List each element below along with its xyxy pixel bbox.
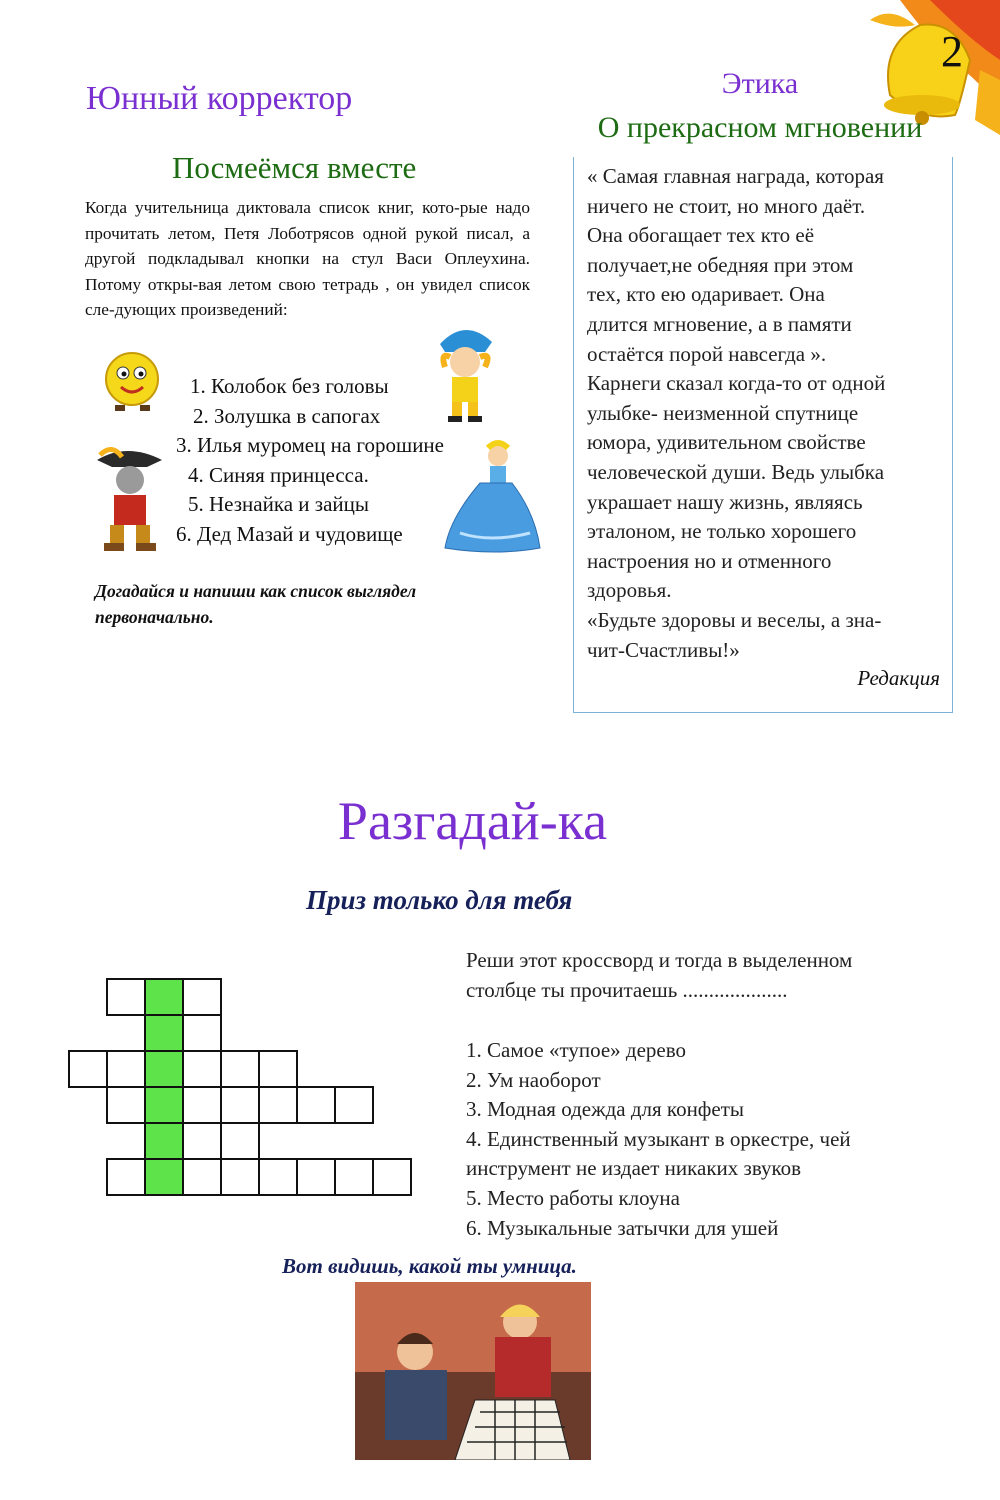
book-item: 5. Незнайка и зайцы [188,492,369,516]
crossword-cell-highlighted[interactable] [144,1014,184,1052]
page-number: 2 [941,27,963,76]
crossword-players-illustration [355,1282,591,1460]
crossword-cell-highlighted[interactable] [144,1122,184,1160]
crossword-board-icon [455,1400,570,1460]
prize-subtitle: Приз только для тебя [306,885,573,915]
ethics-line: украшает нашу жизнь, являясь [587,489,863,514]
clue-item: инструмент не издает никаких звуков [466,1156,802,1181]
puzzle-title: Разгадай-ка [337,791,608,851]
ethics-line: Она обогащает тех кто её [587,223,815,248]
ethics-line: длится мгновение, а в памяти [587,311,852,336]
ethics-line: « Самая главная награда, которая [587,164,884,188]
crossword-cell[interactable] [258,1086,298,1124]
editorial-signature: Редакция [857,666,940,690]
crossword-instructions [466,946,946,1005]
book-item: 3. Илья муромец на горошине [176,433,444,457]
crossword-cell[interactable] [258,1158,298,1196]
instruction-line: столбце ты прочитаешь .................... [466,977,788,1002]
crossword-cell[interactable] [182,978,222,1016]
task-instruction: Догадайся и напиши как список выглядел первоначально. [95,581,417,627]
ethics-paragraph [587,162,947,665]
crossword-cell-highlighted[interactable] [144,1050,184,1088]
crossword-cell-highlighted[interactable] [144,1158,184,1196]
intro-paragraph: Когда учительница диктовала список книг, кото-рые надо прочитать летом, Петя Лоботрясов одной рукой писал, а другой подкладывал кнопки на стул Васи Оплеухина. Потому откры-вая летом свою тетрадь , он увидел список сле-дующих произведений: [85,198,530,319]
ethics-heading [570,62,950,150]
crossword-cell[interactable] [182,1014,222,1052]
clue-item: 3. Модная одежда для конфеты [466,1097,745,1122]
subtitle-laugh-together: Посмеёмся вместе [172,150,417,185]
clue-item: 5. Место работы клоуна [466,1185,680,1210]
crossword-cell-highlighted[interactable] [144,1086,184,1124]
crossword-cell[interactable] [106,1086,146,1124]
crossword-cell[interactable] [220,1158,260,1196]
crossword-cell[interactable] [182,1122,222,1160]
ethics-line: ничего не стоит, но много даёт. [587,193,866,218]
crossword-cell[interactable] [106,978,146,1016]
ethics-line: Карнеги сказал когда-то от одной [587,371,886,396]
clue-item: 4. Единственный музыкант в оркестре, чей [466,1126,851,1151]
crossword-clues [466,1036,946,1243]
crossword-grid [0,0,440,1220]
ethics-line: здоровья. [587,578,672,603]
book-item: 4. Синяя принцесса. [188,462,369,487]
ethics-line: «Будьте здоровы и веселы, а зна- [587,607,882,632]
crossword-cell[interactable] [296,1086,336,1124]
crossword-cell[interactable] [220,1086,260,1124]
crossword-cell[interactable] [296,1158,336,1196]
crossword-cell[interactable] [334,1158,374,1196]
crossword-cell[interactable] [220,1050,260,1088]
crossword-cell[interactable] [106,1050,146,1088]
ethics-line: чит-Счастливы!» [587,637,740,662]
crossword-cell[interactable] [182,1086,222,1124]
ethics-line: настроения но и отменного [587,548,832,573]
clue-item: 2. Ум наоборот [466,1067,601,1092]
clue-item: 1. Самое «тупое» дерево [466,1038,687,1062]
ethics-line: получает,не обедняя при этом [587,252,854,277]
ethics-line: юмора, удивительном свойстве [587,430,866,455]
crossword-cell[interactable] [258,1050,298,1088]
ethics-line: остаётся порой навсегда ». [587,341,827,366]
book-item: 6. Дед Мазай и чудовище [176,521,403,546]
crossword-cell[interactable] [220,1122,260,1160]
instruction-line: Реши этот кроссворд и тогда в выделенном [466,948,853,972]
closing-remark: Вот видишь, какой ты умница. [282,1254,577,1278]
book-item: 1. Колобок без головы [190,374,389,398]
ethics-line: человеческой души. Ведь улыбка [587,459,885,484]
section-title-corrector: Юнный корректор [86,80,353,117]
ethics-line: тех, кто ею одаривает. Она [587,282,825,307]
subtitle-beautiful-moment: О прекрасном мгновении [597,111,923,144]
crossword-cell-highlighted[interactable] [144,978,184,1016]
clue-item: 6. Музыкальные затычки для ушей [466,1215,779,1240]
crossword-cell[interactable] [372,1158,412,1196]
crossword-cell[interactable] [182,1158,222,1196]
ethics-line: эталоном, не только хорошего [587,519,857,544]
crossword-cell[interactable] [334,1086,374,1124]
section-title-ethics: Этика [721,67,799,100]
crossword-cell[interactable] [182,1050,222,1088]
crossword-cell[interactable] [68,1050,108,1088]
book-item: 2. Золушка в сапогах [193,403,381,428]
crossword-cell[interactable] [106,1158,146,1196]
ethics-line: улыбке- неизменной спутнице [587,400,859,425]
